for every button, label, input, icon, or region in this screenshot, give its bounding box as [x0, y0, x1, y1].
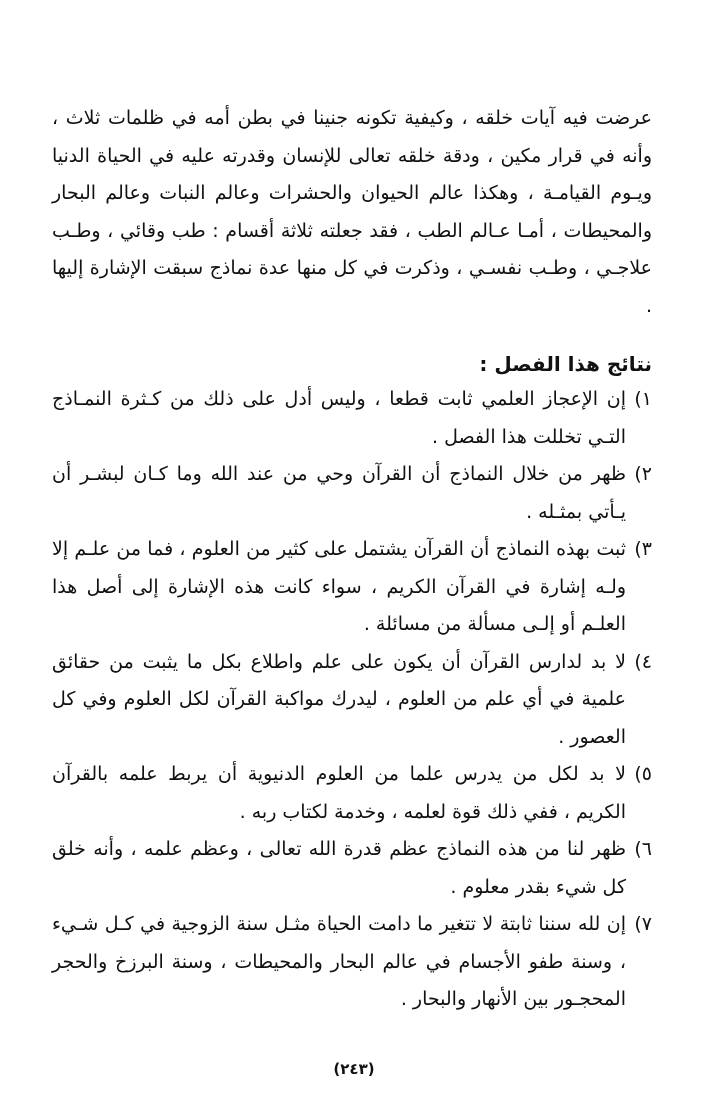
result-text: ظهر من خلال النماذج أن القرآن وحي من عند الله وما كـان لبشـر أن يـأتي بمثـله .	[52, 463, 626, 523]
result-number: ٦)	[634, 838, 652, 860]
result-number: ٣)	[634, 538, 652, 560]
result-number: ٤)	[634, 650, 652, 673]
result-text: ظهر لنا من هذه النماذج عظم قدرة الله تعالى ، وعظم علمه ، وأنه خلق كل شيء بقدر معلوم .	[52, 838, 626, 898]
result-text: إن لله سننا ثابتة لا تتغير ما دامت الحياة مثـل سنة الزوجية في كـل شـيء ، وسنة طفو الأجسام في عالم البحار والمحيطات ، وسنة البرزخ والحجر المحجـور بين الأنهار والبحار .	[52, 913, 626, 1010]
result-item	[52, 381, 652, 456]
result-number: ١)	[634, 388, 652, 410]
result-item	[52, 531, 652, 644]
intro-paragraph: عرضت فيه آيات خلقه ، وكيفية تكونه جنينا في بطن أمه في ظلمات ثلاث ، وأنه في قرار مكين ، ودقة خلقه تعالى للإنسان وقدرته عليه في الحياة الدنيا ويـوم القيامـة ، وهكذا عالم الحيوان والحشرات وعالم النبات وعالم البحار والمحيطات ، أمـا عـالم الطب ، فقد جعلته ثلاثة أقسام : طب وقائي ، وطـب علاجـي ، وطـب نفسـي ، وذكرت في كل منها عدة نماذج سبقت الإشارة إليها .	[52, 107, 652, 317]
result-item	[52, 644, 652, 757]
result-number: ٥)	[634, 763, 652, 785]
result-item	[52, 456, 652, 531]
result-item	[52, 756, 652, 831]
results-list	[52, 381, 652, 1019]
page-number: (٢٤٣)	[333, 1060, 375, 1078]
result-item	[52, 831, 652, 906]
result-text: إن الإعجاز العلمي ثابت قطعا ، وليس أدل على ذلك من كـثرة النمـاذج التـي تخللت هذا الفصل .	[52, 388, 626, 448]
result-item	[52, 906, 652, 1019]
section-heading: نتائج هذا الفصل :	[479, 352, 652, 376]
page-body	[52, 100, 652, 1019]
result-text: ثبت بهذه النماذج أن القرآن يشتمل على كثير من العلوم ، فما من علـم إلا ولـه إشارة في القرآن الكريم ، سواء كانت هذه الإشارة إلى أصل هذا العلـم أو إلـى مسألة من مسائلة .	[52, 538, 626, 635]
result-number: ٢)	[634, 463, 652, 485]
result-text: لا بد لكل من يدرس علما من العلوم الدنيوية أن يربط علمه بالقرآن الكريم ، ففي ذلك قوة لعلمه ، وخدمة لكتاب ربه .	[52, 763, 626, 823]
result-number: ٧)	[634, 913, 652, 935]
result-text: لا بد لدارس القرآن أن يكون على علم واطلاع بكل ما يثبت من حقائق علمية في أي علم من العلوم ، ليدرك مواكبة القرآن لكل العلوم وفي كل العصور .	[52, 650, 626, 748]
